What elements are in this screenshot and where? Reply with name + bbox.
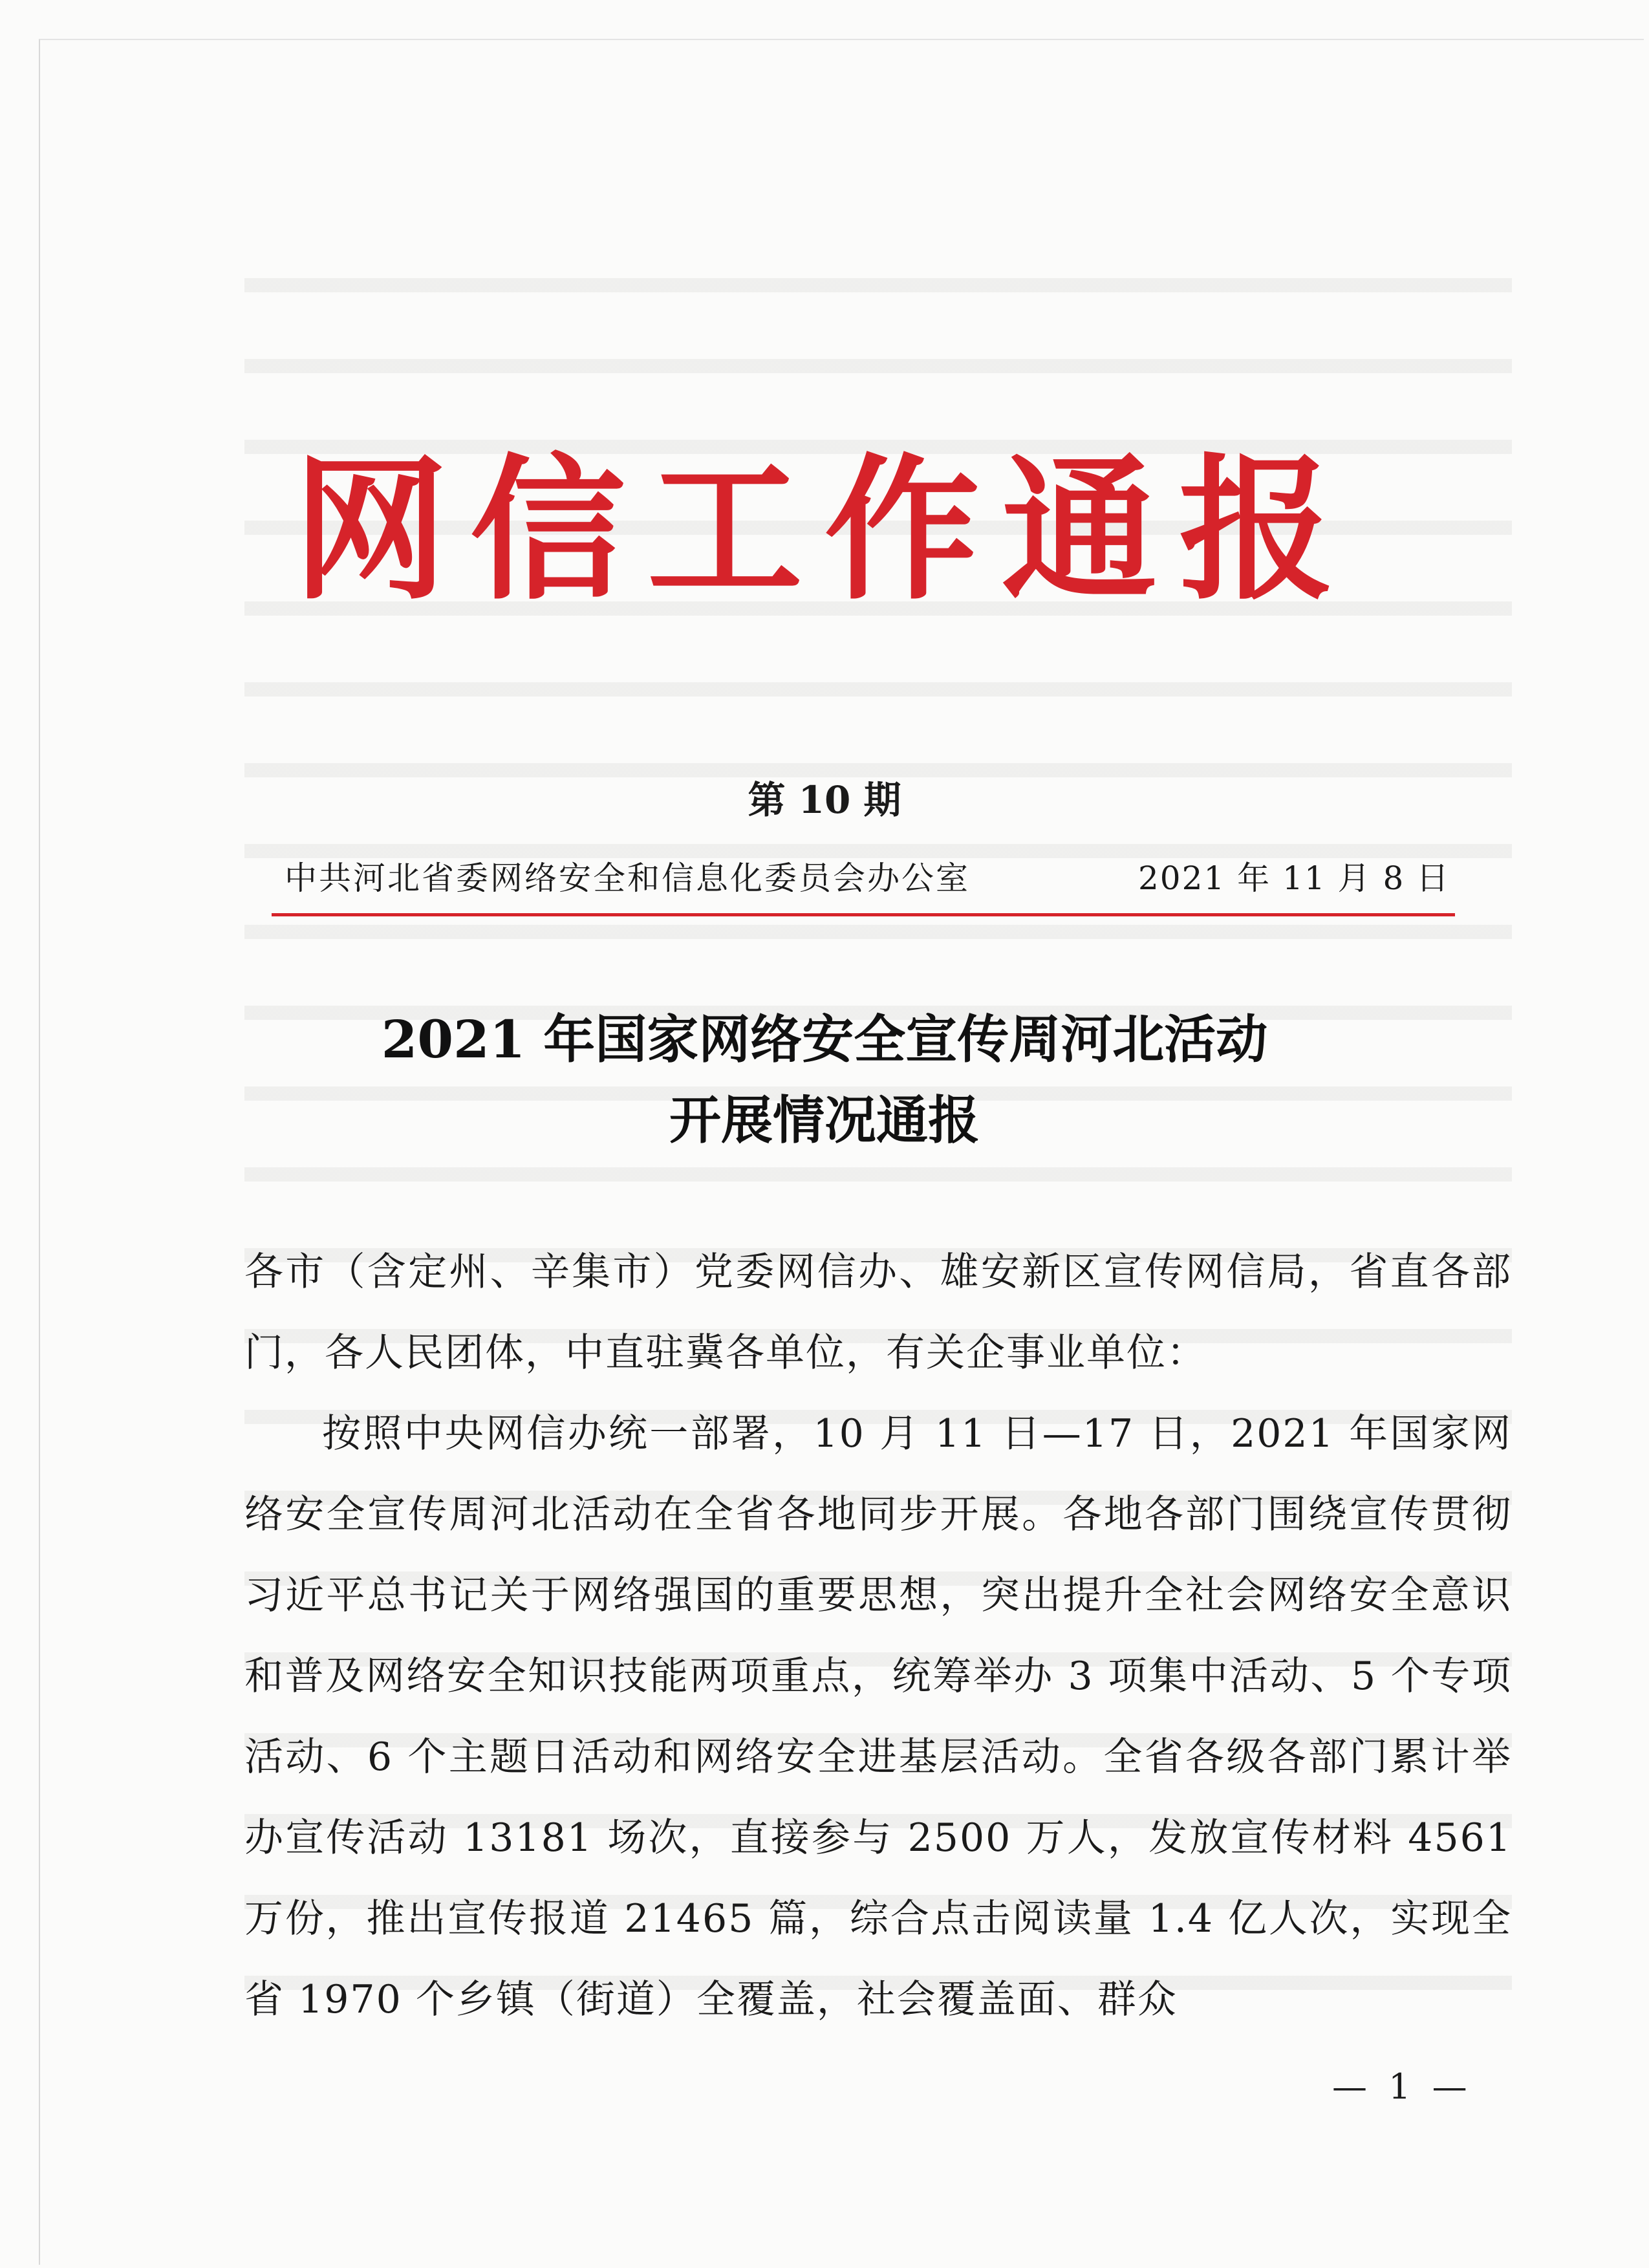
issue-date: 2021 年 11 月 8 日 xyxy=(1138,859,1450,897)
document-body xyxy=(244,1232,1512,2040)
masthead-title: 网信工作通报 xyxy=(292,440,1356,621)
issue-number: 第 10 期 xyxy=(748,778,901,822)
body-paragraph: 按照中央网信办统一部署，10 月 11 日—17 日，2021 年国家网络安全宣传周河北活动在全省各地同步开展。各地各部门围绕宣传贯彻习近平总书记关于网络强国的重要思想，突出提升全社会网络安全意识和普及网络安全知识技能两项重点，统筹举办 3 项集中活动、5 个专项活动、6 个主题日活动和网络安全进基层活动。全省各级各部门累计举办宣传活动 13181 场次，直接参与 2500 万人，发放宣传材料 4561 万份，推出宣传报道 21465 篇，综合点击阅读量 1.4 亿人次，实现全省 1970 个乡镇（街道）全覆盖，社会覆盖面、群众 xyxy=(244,1411,1512,2022)
issuing-office: 中共河北省委网络安全和信息化委员会办公室 xyxy=(285,859,970,897)
document-title xyxy=(0,999,1649,1161)
document-title-line-1: 2021 年国家网络安全宣传周河北活动 xyxy=(381,1009,1268,1070)
red-divider-line xyxy=(272,913,1455,916)
salutation: 各市（含定州、辛集市）党委网信办、雄安新区宣传网信局，省直各部门，各人民团体，中直驻冀各单位，有关企事业单位： xyxy=(244,1249,1512,1376)
document-title-line-2: 开展情况通报 xyxy=(669,1090,980,1150)
page-number: — 1 — xyxy=(1332,2066,1472,2107)
